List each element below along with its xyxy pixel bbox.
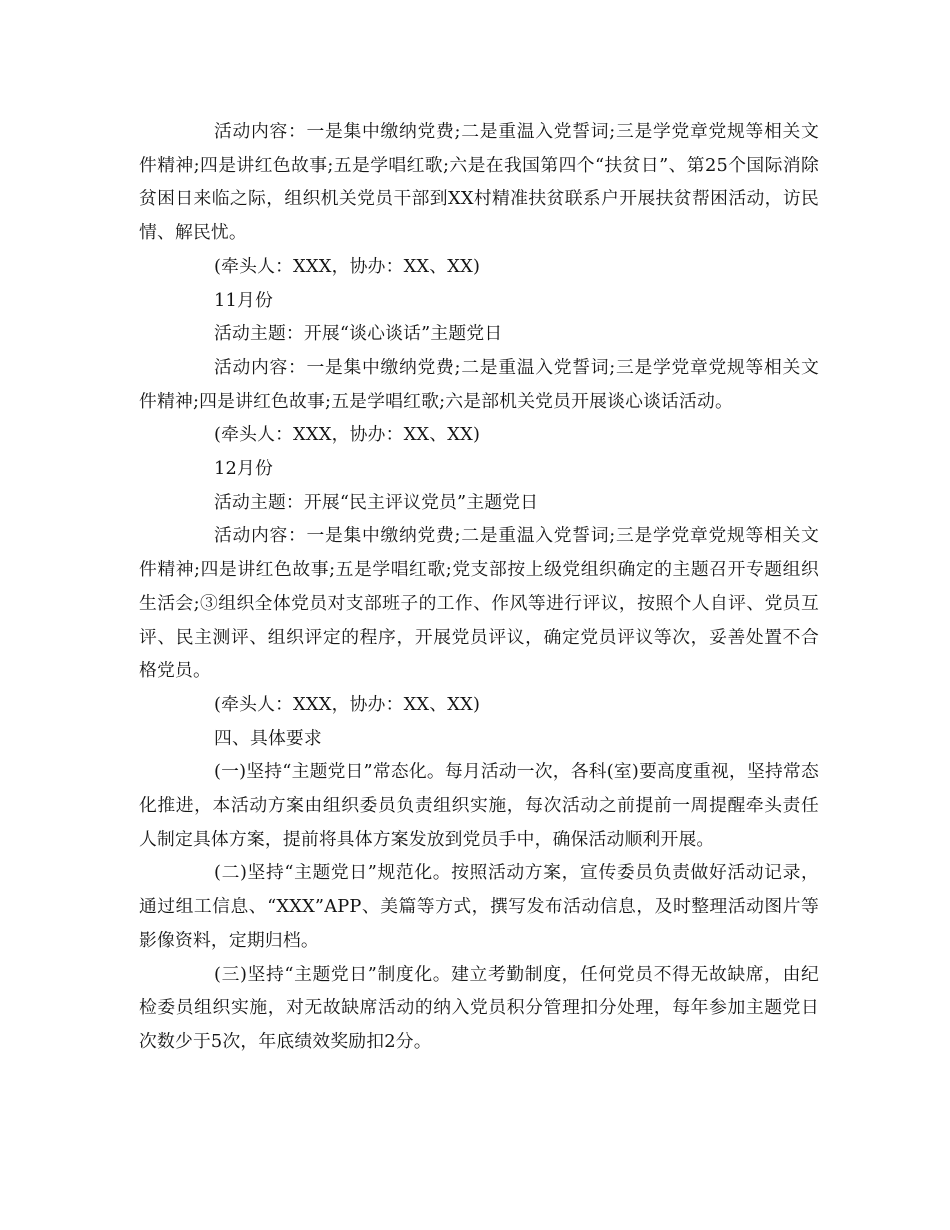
paragraph-lead-person: (牵头人：XXX，协办：XX、XX) [214, 255, 481, 277]
paragraph-activity-content-october: 活动内容：一是集中缴纳党费;二是重温入党誓词;三是学党章党规等相关文件精神;四是讲红色故事;五是学唱红歌;六是在我国第四个“扶贫日”、第25个国际消除贫困日来临之际，组织机关党员干部到XX村精准扶贫联系户开展扶贫帮困活动，访民情、解民忧。 [139, 121, 819, 244]
document-body [139, 115, 819, 1059]
paragraph-month-heading: 12月份 [214, 458, 273, 480]
paragraph-activity-theme: 活动主题：开展“民主评议党员”主题党日 [214, 491, 539, 513]
paragraph-requirement-1: (一)坚持“主题党日”常态化。每月活动一次，各科(室)要高度重视，坚持常态化推进，本活动方案由组织委员负责组织实施，每次活动之前提前一周提醒牵头责任人制定具体方案，提前将具体方案发放到党员手中，确保活动顺利开展。 [139, 761, 819, 850]
paragraph-lead-person: (牵头人：XXX，协办：XX、XX) [214, 693, 481, 715]
paragraph-requirement-3: (三)坚持“主题党日”制度化。建立考勤制度，任何党员不得无故缺席，由纪检委员组织实施，对无故缺席活动的纳入党员积分管理扣分处理，每年参加主题党日次数少于5次，年底绩效奖励扣2分。 [139, 963, 819, 1052]
paragraph-requirement-2: (二)坚持“主题党日”规范化。按照活动方案，宣传委员负责做好活动记录，通过组工信息、“XXX”APP、美篇等方式，撰写发布活动信息，及时整理活动图片等影像资料，定期归档。 [139, 862, 819, 951]
paragraph-month-heading: 11月份 [214, 289, 273, 311]
paragraph-lead-person: (牵头人：XXX，协办：XX、XX) [214, 424, 481, 446]
paragraph-activity-content: 活动内容：一是集中缴纳党费;二是重温入党誓词;三是学党章党规等相关文件精神;四是讲红色故事;五是学唱红歌;六是部机关党员开展谈心谈话活动。 [139, 356, 819, 412]
paragraph-activity-content: 活动内容：一是集中缴纳党费;二是重温入党誓词;三是学党章党规等相关文件精神;四是讲红色故事;五是学唱红歌;党支部按上级党组织确定的主题召开专题组织生活会;③组织全体党员对支部班子的工作、作风等进行评议，按照个人自评、党员互评、民主测评、组织评定的程序，开展党员评议，确定党员评议等次，妥善处置不合格党员。 [139, 525, 819, 682]
paragraph-activity-theme: 活动主题：开展“谈心谈话”主题党日 [214, 323, 503, 345]
section-heading-requirements: 四、具体要求 [214, 727, 322, 749]
